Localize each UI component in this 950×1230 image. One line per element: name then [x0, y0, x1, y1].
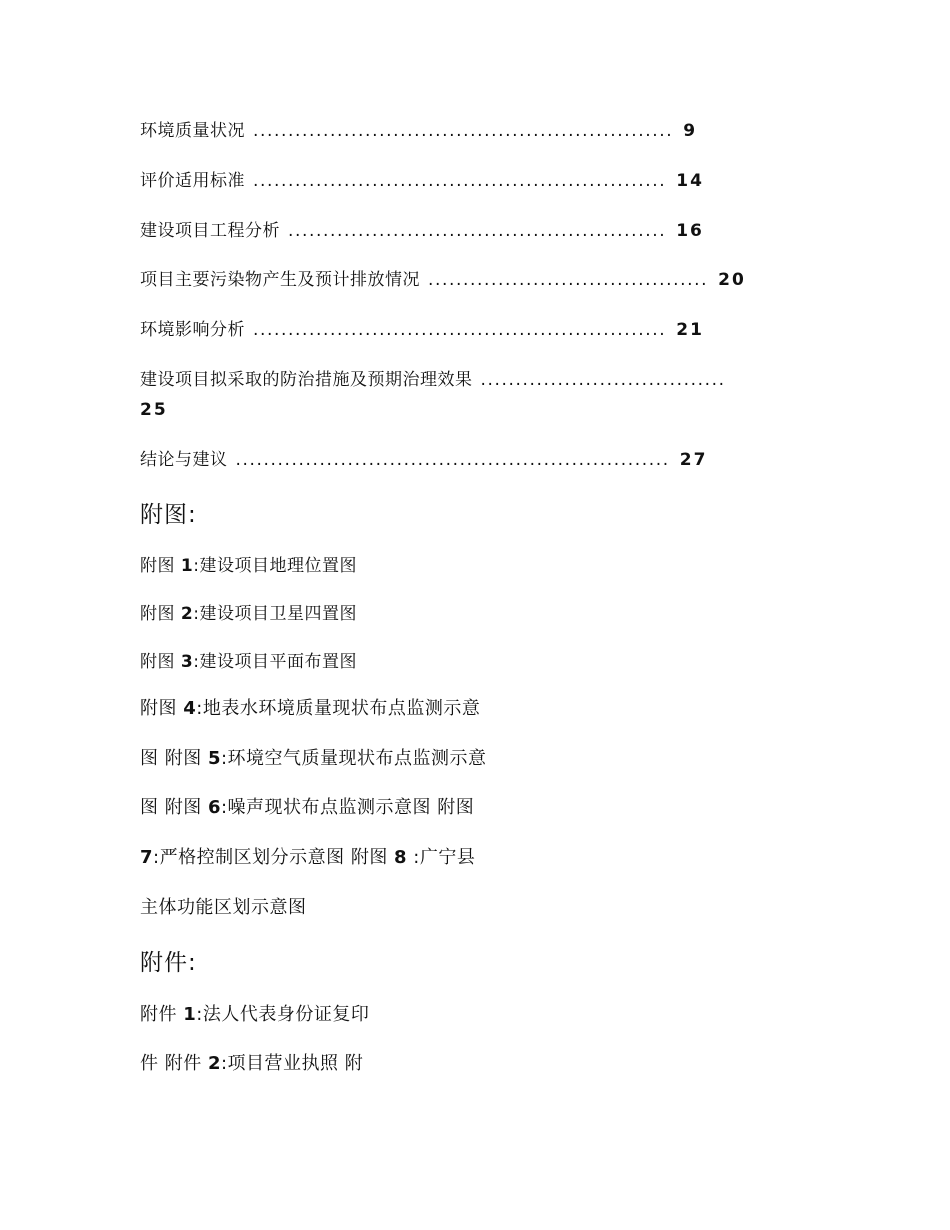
attachment-prefix: 件 附件 [140, 1053, 208, 1074]
figure-number: 5 [207, 748, 221, 769]
toc-leader-dots: ........................................ [428, 270, 709, 290]
toc-leader-dots: ........................................................... [253, 171, 667, 191]
attachment-prefix: 附件 [140, 1004, 184, 1025]
toc-entry[interactable] [140, 120, 697, 142]
attachment-number: 1 [183, 1004, 197, 1025]
figure-caption: :严格控制区划分示意图 附图 [153, 847, 395, 868]
figure-caption: :建设项目卫星四置图 [193, 604, 357, 624]
toc-entry-title: 建设项目工程分析 [140, 221, 280, 241]
toc-leader-dots: .............................................................. [235, 450, 670, 470]
toc-page-number: 27 [679, 450, 708, 470]
figure-number: 1 [180, 556, 194, 576]
toc-leader-dots: ............................................................ [253, 121, 674, 141]
figure-caption: :广宁县 [407, 847, 476, 868]
figure-caption: :地表水环境质量现状布点监测示意 [196, 698, 481, 719]
toc-entry-title: 项目主要污染物产生及预计排放情况 [140, 270, 420, 290]
figure-number: 6 [207, 797, 221, 818]
figure-caption: :环境空气质量现状布点监测示意 [220, 748, 487, 769]
attachment-number: 2 [207, 1053, 221, 1074]
toc-page-number: 20 [718, 270, 746, 290]
attachments-heading: 附件: [140, 950, 197, 976]
figure-number: 7 [140, 847, 154, 868]
toc-entry[interactable] [140, 170, 704, 192]
figure-item[interactable] [140, 698, 480, 720]
figure-number: 3 [180, 652, 194, 672]
attachment-caption: :项目营业执照 附 [220, 1053, 364, 1074]
toc-leader-dots: ........................................................... [253, 320, 667, 340]
toc-entry-title: 环境影响分析 [140, 320, 245, 340]
toc-page-number: 21 [676, 320, 704, 340]
figure-prefix: 附图 [140, 556, 181, 576]
figure-caption: :建设项目地理位置图 [193, 556, 357, 576]
toc-entry-title: 评价适用标准 [140, 171, 245, 191]
toc-entry[interactable] [140, 449, 707, 471]
figure-caption: :建设项目平面布置图 [193, 652, 357, 672]
toc-page-number: 16 [676, 221, 704, 241]
figure-item[interactable] [140, 847, 475, 869]
toc-entry-title: 建设项目拟采取的防治措施及预期治理效果 [140, 370, 473, 390]
figure-number: 2 [180, 604, 194, 624]
toc-leader-dots: ................................... [480, 370, 726, 390]
attachment-item[interactable] [140, 1053, 363, 1075]
toc-entry[interactable] [140, 369, 736, 391]
toc-entry[interactable] [140, 319, 704, 341]
figure-item[interactable] [140, 897, 307, 919]
toc-page-number: 14 [676, 171, 704, 191]
figure-caption: :噪声现状布点监测示意图 附图 [220, 797, 475, 818]
toc-entry-title: 环境质量状况 [140, 121, 245, 141]
figure-item[interactable] [140, 603, 357, 625]
figure-caption: 主体功能区划示意图 [140, 897, 307, 918]
figures-heading: 附图: [140, 502, 197, 528]
figure-number: 8 [394, 847, 408, 868]
figure-number: 4 [183, 698, 197, 719]
toc-entry[interactable] [140, 269, 746, 291]
figure-prefix: 附图 [140, 652, 181, 672]
toc-page-number: 9 [683, 121, 698, 141]
toc-page-number: 25 [140, 400, 168, 420]
figure-prefix: 附图 [140, 698, 184, 719]
attachment-caption: :法人代表身份证复印 [196, 1004, 370, 1025]
figure-item[interactable] [140, 748, 487, 770]
figure-item[interactable] [140, 555, 357, 577]
toc-entry-title: 结论与建议 [140, 450, 228, 470]
figure-prefix: 附图 [140, 604, 181, 624]
figure-prefix: 图 附图 [140, 748, 208, 769]
attachment-item[interactable] [140, 1004, 369, 1026]
toc-leader-dots: ...................................................... [288, 221, 667, 241]
figure-item[interactable] [140, 797, 474, 819]
figure-prefix: 图 附图 [140, 797, 208, 818]
figure-item[interactable] [140, 651, 357, 673]
toc-entry[interactable] [140, 220, 704, 242]
